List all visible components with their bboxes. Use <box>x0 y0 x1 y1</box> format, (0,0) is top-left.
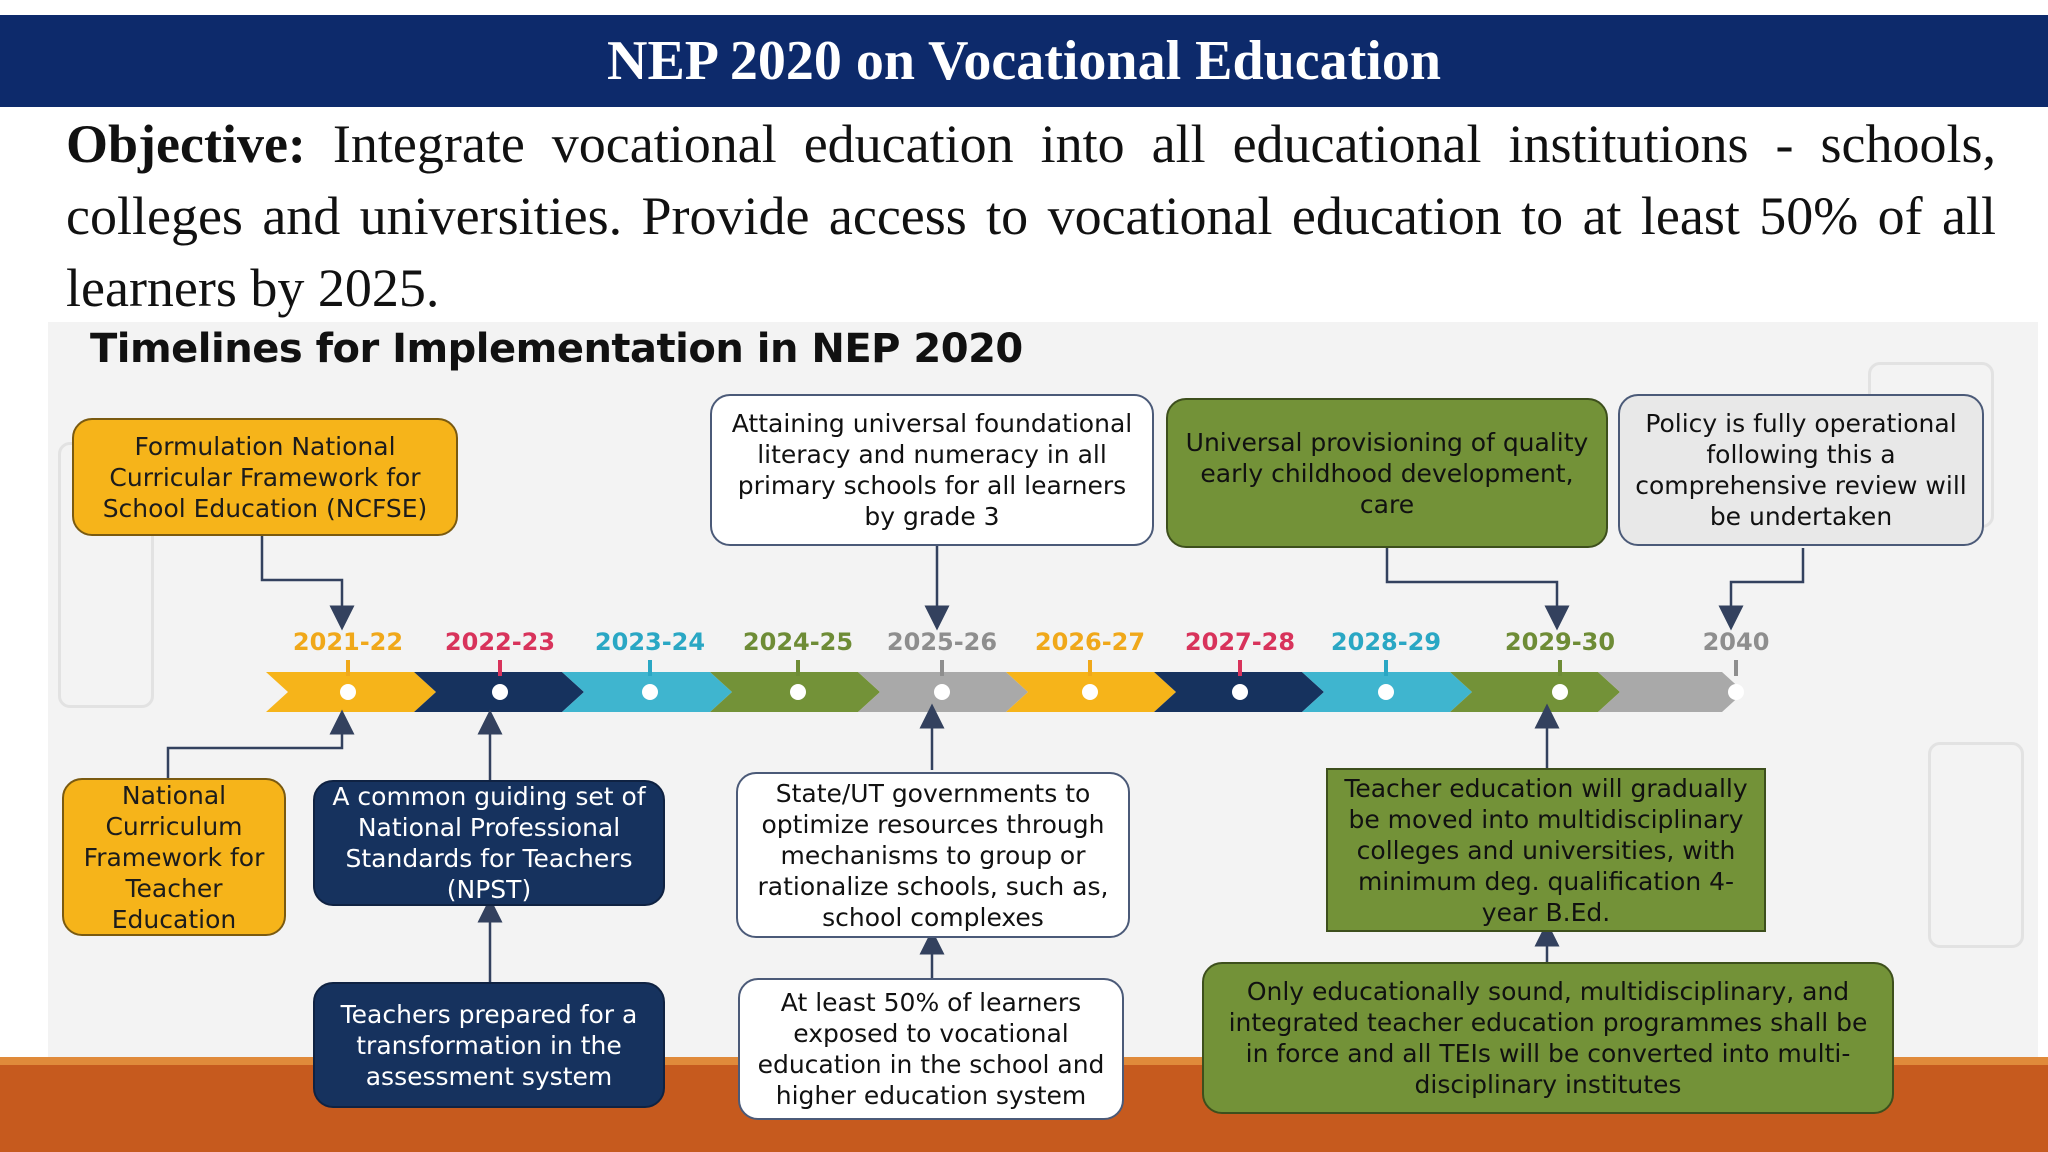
infographic-title: Timelines for Implementation in NEP 2020 <box>90 326 1023 372</box>
timeline-marker-2026-27 <box>1082 684 1098 700</box>
state-ut-box <box>736 772 1130 938</box>
objective-label: Objective: <box>66 114 306 174</box>
year-label-2023-24: 2023-24 <box>594 628 706 656</box>
timeline-marker-2023-24 <box>642 684 658 700</box>
timeline-marker-2028-29 <box>1378 684 1394 700</box>
connector-early-childhood <box>1387 548 1557 618</box>
timeline-marker-2025-26 <box>934 684 950 700</box>
ncfse-box <box>72 418 458 536</box>
policy-operational-text: Policy is fully operational following this a comprehensive review will be undertaken <box>1635 409 1967 531</box>
learners-50-box <box>738 978 1124 1120</box>
policy-operational-box <box>1618 394 1984 546</box>
timeline-marker-2029-30 <box>1552 684 1568 700</box>
connector-ncfte <box>168 722 342 778</box>
year-label-2024-25: 2024-25 <box>742 628 854 656</box>
timeline-marker-2027-28 <box>1232 684 1248 700</box>
npst-text: A common guiding set of National Professional Standards for Teachers (NPST) <box>332 782 646 904</box>
year-label-2025-26: 2025-26 <box>886 628 998 656</box>
year-label-2021-22: 2021-22 <box>292 628 404 656</box>
foundational-literacy-text: Attaining universal foundational literacy and numeracy in all primary schools for all learners by grade 3 <box>731 409 1133 531</box>
connector-policy <box>1731 548 1803 618</box>
year-label-2040: 2040 <box>1702 628 1770 656</box>
ncfse-text: Formulation National Curricular Framework for School Education (NCFSE) <box>102 431 428 523</box>
assessment-box <box>313 982 665 1108</box>
ncfte-box <box>62 778 286 936</box>
timeline-segment-2029-30 <box>1450 672 1620 712</box>
slide-title: NEP 2020 on Vocational Education <box>607 30 1441 92</box>
npst-box <box>313 780 665 906</box>
timeline-arrows <box>266 660 1744 712</box>
year-label-2026-27: 2026-27 <box>1034 628 1146 656</box>
timeline-marker-2022-23 <box>492 684 508 700</box>
assessment-text: Teachers prepared for a transformation in the assessment system <box>340 999 638 1091</box>
year-label-2027-28: 2027-28 <box>1184 628 1296 656</box>
teacher-education-box <box>1326 768 1766 932</box>
teacher-education-text: Teacher education will gradually be moved into multidisciplinary colleges and universities, with minimum deg. qualification 4-year B.Ed. <box>1344 773 1748 927</box>
integrated-teacher-ed-text: Only educationally sound, multidisciplinary, and integrated teacher education programmes shall be in force and all TEIs will be converted into multi-disciplinary institutes <box>1228 977 1868 1099</box>
year-label-2029-30: 2029-30 <box>1504 628 1616 656</box>
integrated-teacher-ed-box <box>1202 962 1894 1114</box>
foundational-literacy-box <box>710 394 1154 546</box>
year-label-2022-23: 2022-23 <box>444 628 556 656</box>
year-label-2028-29: 2028-29 <box>1330 628 1442 656</box>
early-childhood-box <box>1166 398 1608 548</box>
connector-ncfse <box>262 536 342 618</box>
learners-50-text: At least 50% of learners exposed to vocational education in the school and higher education system <box>757 988 1105 1110</box>
state-ut-text: State/UT governments to optimize resources through mechanisms to group or rationalize schools, such as, school complexes <box>757 778 1109 932</box>
timeline-marker-2021-22 <box>340 684 356 700</box>
timeline-marker-2040 <box>1728 684 1744 700</box>
ncfte-text: National Curriculum Framework for Teacher Education <box>83 780 265 934</box>
early-childhood-text: Universal provisioning of quality early childhood development, care <box>1185 427 1589 519</box>
objective-text: Integrate vocational education into all educational institutions - schools, colleges and universities. Provide access to vocational education to at least 50% of all learners by 2025. <box>66 114 1997 318</box>
timeline-marker-2024-25 <box>790 684 806 700</box>
